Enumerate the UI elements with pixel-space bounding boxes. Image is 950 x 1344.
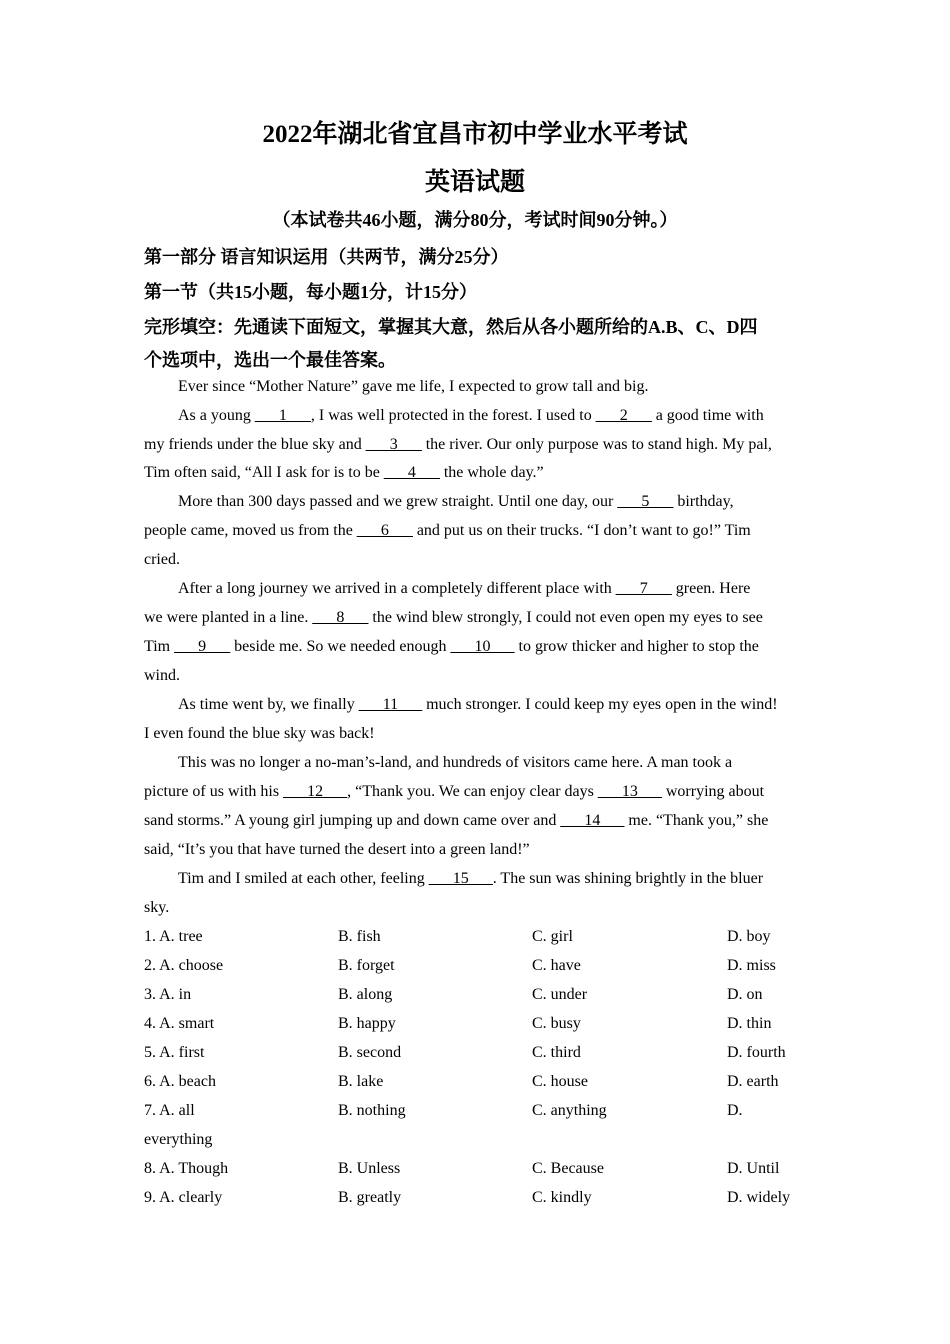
option-a: 5. A. first	[144, 1044, 205, 1061]
option-d: D.	[727, 1102, 743, 1119]
passage-line: More than 300 days passed and we grew straight. Until one day, our ___5___ birthday,	[178, 493, 734, 510]
part-heading: 第一部分 语言知识运用（共两节，满分25分）	[144, 247, 509, 267]
option-a: 4. A. smart	[144, 1015, 215, 1032]
passage-line: said, “It’s you that have turned the desert into a green land!”	[144, 841, 530, 858]
option-c: C. third	[532, 1044, 581, 1061]
option-d: D. Until	[727, 1160, 780, 1177]
option-a: 3. A. in	[144, 986, 192, 1003]
option-c: C. under	[532, 986, 588, 1003]
option-b: B. Unless	[338, 1160, 401, 1177]
passage-line: After a long journey we arrived in a completely different place with ___7___ green. Here	[178, 580, 751, 597]
exam-note: （本试卷共46小题，满分80分，考试时间90分钟。）	[272, 210, 678, 230]
option-c: C. Because	[532, 1160, 604, 1177]
blank-9: ___9___	[174, 638, 231, 655]
passage-line: wind.	[144, 667, 180, 684]
blank-7: ___7___	[615, 580, 672, 597]
option-b: B. greatly	[338, 1189, 402, 1206]
passage-line: we were planted in a line. ___8___ the wind blew strongly, I could not even open my eyes to see	[144, 609, 763, 626]
option-c: C. have	[532, 957, 581, 974]
option-a: 2. A. choose	[144, 957, 224, 974]
passage-line: picture of us with his ___12___, “Thank you. We can enjoy clear days ___13___ worrying about	[144, 783, 765, 800]
option-c: C. house	[532, 1073, 588, 1090]
passage-line: I even found the blue sky was back!	[144, 725, 375, 742]
option-b: B. lake	[338, 1073, 384, 1090]
passage-line: This was no longer a no-man’s-land, and hundreds of visitors came here. A man took a	[178, 754, 733, 771]
passage-line: Tim often said, “All I ask for is to be ___4___ the whole day.”	[144, 464, 544, 481]
option-b: B. second	[338, 1044, 402, 1061]
option-a: 8. A. Though	[144, 1160, 229, 1177]
option-d: D. on	[727, 986, 763, 1003]
option-b: B. along	[338, 986, 393, 1003]
exam-title: 2022年湖北省宜昌市初中学业水平考试	[262, 121, 688, 148]
blank-10: ___10___	[450, 638, 515, 655]
option-c: C. girl	[532, 928, 573, 945]
blank-11: ___11___	[358, 696, 423, 713]
passage-line: sky.	[144, 899, 170, 916]
option-a: 1. A. tree	[144, 928, 203, 945]
passage-line: As a young ___1___, I was well protected in the forest. I used to ___2___ a good time with	[178, 407, 764, 424]
passage-line: sand storms.” A young girl jumping up and down came over and ___14___ me. “Thank you,” she	[144, 812, 769, 829]
passage-line: Ever since “Mother Nature” gave me life, I expected to grow tall and big.	[178, 378, 649, 395]
option-d: D. boy	[727, 928, 771, 945]
option-c: C. busy	[532, 1015, 581, 1032]
blank-5: ___5___	[617, 493, 674, 510]
blank-3: ___3___	[365, 436, 422, 453]
option-d: D. thin	[727, 1015, 772, 1032]
option-b: B. nothing	[338, 1102, 406, 1119]
passage-line: cried.	[144, 551, 180, 568]
option-c: C. kindly	[532, 1189, 592, 1206]
option-a: 6. A. beach	[144, 1073, 216, 1090]
passage-line: people came, moved us from the ___6___ and put us on their trucks. “I don’t want to go!” Tim	[144, 522, 751, 539]
blank-14: ___14___	[560, 812, 625, 829]
passage-line: my friends under the blue sky and ___3___ the river. Our only purpose was to stand high. My pal,	[144, 436, 772, 453]
option-d: D. fourth	[727, 1044, 786, 1061]
blank-2: ___2___	[595, 407, 652, 424]
exam-subject: 英语试题	[424, 169, 525, 196]
blank-4: ___4___	[383, 464, 440, 481]
blank-6: ___6___	[356, 522, 413, 539]
option-d-wrap: everything	[144, 1131, 213, 1148]
option-b: B. happy	[338, 1015, 396, 1032]
instruction-line-1: 完形填空：先通读下面短文，掌握其大意，然后从各小题所给的A.B、C、D四	[144, 317, 758, 337]
option-d: D. widely	[727, 1189, 791, 1206]
option-d: D. miss	[727, 957, 776, 974]
option-b: B. forget	[338, 957, 395, 974]
blank-12: ___12___	[283, 783, 348, 800]
passage-line: As time went by, we finally ___11___ much stronger. I could keep my eyes open in the wind!	[178, 696, 778, 713]
option-b: B. fish	[338, 928, 381, 945]
blank-1: ___1___	[254, 407, 311, 424]
instruction-line-2: 个选项中，选出一个最佳答案。	[144, 350, 396, 370]
blank-13: ___13___	[597, 783, 662, 800]
passage-line: Tim and I smiled at each other, feeling ___15___. The sun was shining brightly in the bluer	[178, 870, 764, 887]
passage-line: Tim ___9___ beside me. So we needed enough ___10___ to grow thicker and higher to stop the	[144, 638, 759, 655]
option-c: C. anything	[532, 1102, 607, 1119]
option-a: 9. A. clearly	[144, 1189, 223, 1206]
blank-8: ___8___	[312, 609, 369, 626]
option-a: 7. A. all	[144, 1102, 195, 1119]
section-heading: 第一节（共15小题，每小题1分，计15分）	[144, 282, 477, 302]
option-d: D. earth	[727, 1073, 779, 1090]
blank-15: ___15___	[428, 870, 493, 887]
